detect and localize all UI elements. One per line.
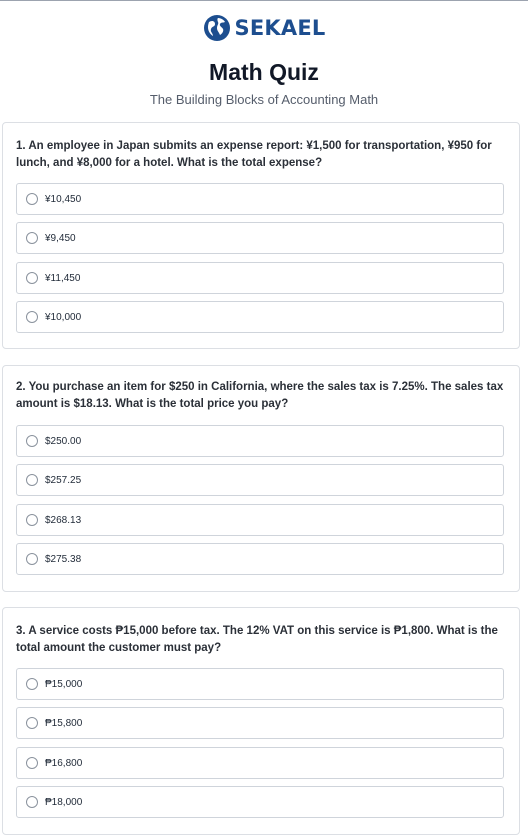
question-text: 3. A service costs ₱15,000 before tax. The 12% VAT on this service is ₱1,800. What is the total amount the customer must pay? bbox=[16, 625, 498, 654]
brand-name: SEKAEL bbox=[234, 16, 326, 40]
radio-button[interactable] bbox=[26, 717, 38, 729]
globe-icon bbox=[203, 14, 231, 42]
answer-option[interactable] bbox=[16, 504, 504, 536]
answer-option-label: ₱16,800 bbox=[45, 757, 83, 769]
page-header bbox=[0, 0, 528, 108]
answer-option[interactable] bbox=[16, 464, 504, 496]
top-divider bbox=[0, 0, 528, 1]
question-text: 2. You purchase an item for $250 in California, where the sales tax is 7.25%. The sales tax amount is $18.13. What is the total price you pay? bbox=[16, 381, 504, 410]
answer-option[interactable] bbox=[16, 183, 504, 215]
answer-option[interactable] bbox=[16, 786, 504, 818]
answer-option-label: ¥10,450 bbox=[45, 193, 82, 205]
answer-option[interactable] bbox=[16, 301, 504, 333]
answer-option-label: $257.25 bbox=[45, 474, 82, 486]
radio-button[interactable] bbox=[26, 553, 38, 565]
answer-option[interactable] bbox=[16, 425, 504, 457]
radio-button[interactable] bbox=[26, 474, 38, 486]
radio-button[interactable] bbox=[26, 514, 38, 526]
radio-button[interactable] bbox=[26, 272, 38, 284]
answer-option[interactable] bbox=[16, 747, 504, 779]
radio-button[interactable] bbox=[26, 232, 38, 244]
radio-button[interactable] bbox=[26, 193, 38, 205]
radio-button[interactable] bbox=[26, 796, 38, 808]
answer-option-label: ₱15,000 bbox=[45, 678, 83, 690]
question-card-2 bbox=[2, 365, 520, 592]
answer-option[interactable] bbox=[16, 262, 504, 294]
answer-option-label: ₱18,000 bbox=[45, 796, 83, 808]
radio-button[interactable] bbox=[26, 678, 38, 690]
page-subtitle: The Building Blocks of Accounting Math bbox=[149, 92, 379, 107]
answer-option-label: ¥10,000 bbox=[45, 311, 82, 323]
answer-option[interactable] bbox=[16, 222, 504, 254]
answer-option-label: $275.38 bbox=[45, 553, 82, 565]
answer-option-label: ¥11,450 bbox=[45, 272, 81, 284]
page-title: Math Quiz bbox=[209, 59, 319, 85]
brand-logo bbox=[203, 13, 326, 43]
answer-option[interactable] bbox=[16, 707, 504, 739]
answer-option-label: $268.13 bbox=[45, 514, 82, 526]
answer-option[interactable] bbox=[16, 543, 504, 575]
answer-option-label: ¥9,450 bbox=[45, 232, 76, 244]
question-card-3 bbox=[2, 607, 520, 835]
radio-button[interactable] bbox=[26, 311, 38, 323]
question-card-1 bbox=[2, 122, 520, 349]
answer-option-label: $250.00 bbox=[45, 435, 82, 447]
radio-button[interactable] bbox=[26, 435, 38, 447]
answer-option[interactable] bbox=[16, 668, 504, 700]
answer-option-label: ₱15,800 bbox=[45, 717, 83, 729]
question-text: 1. An employee in Japan submits an expense report: ¥1,500 for transportation, ¥950 for lunch, and ¥8,000 for a hotel. What is the total expense? bbox=[16, 140, 492, 169]
radio-button[interactable] bbox=[26, 757, 38, 769]
